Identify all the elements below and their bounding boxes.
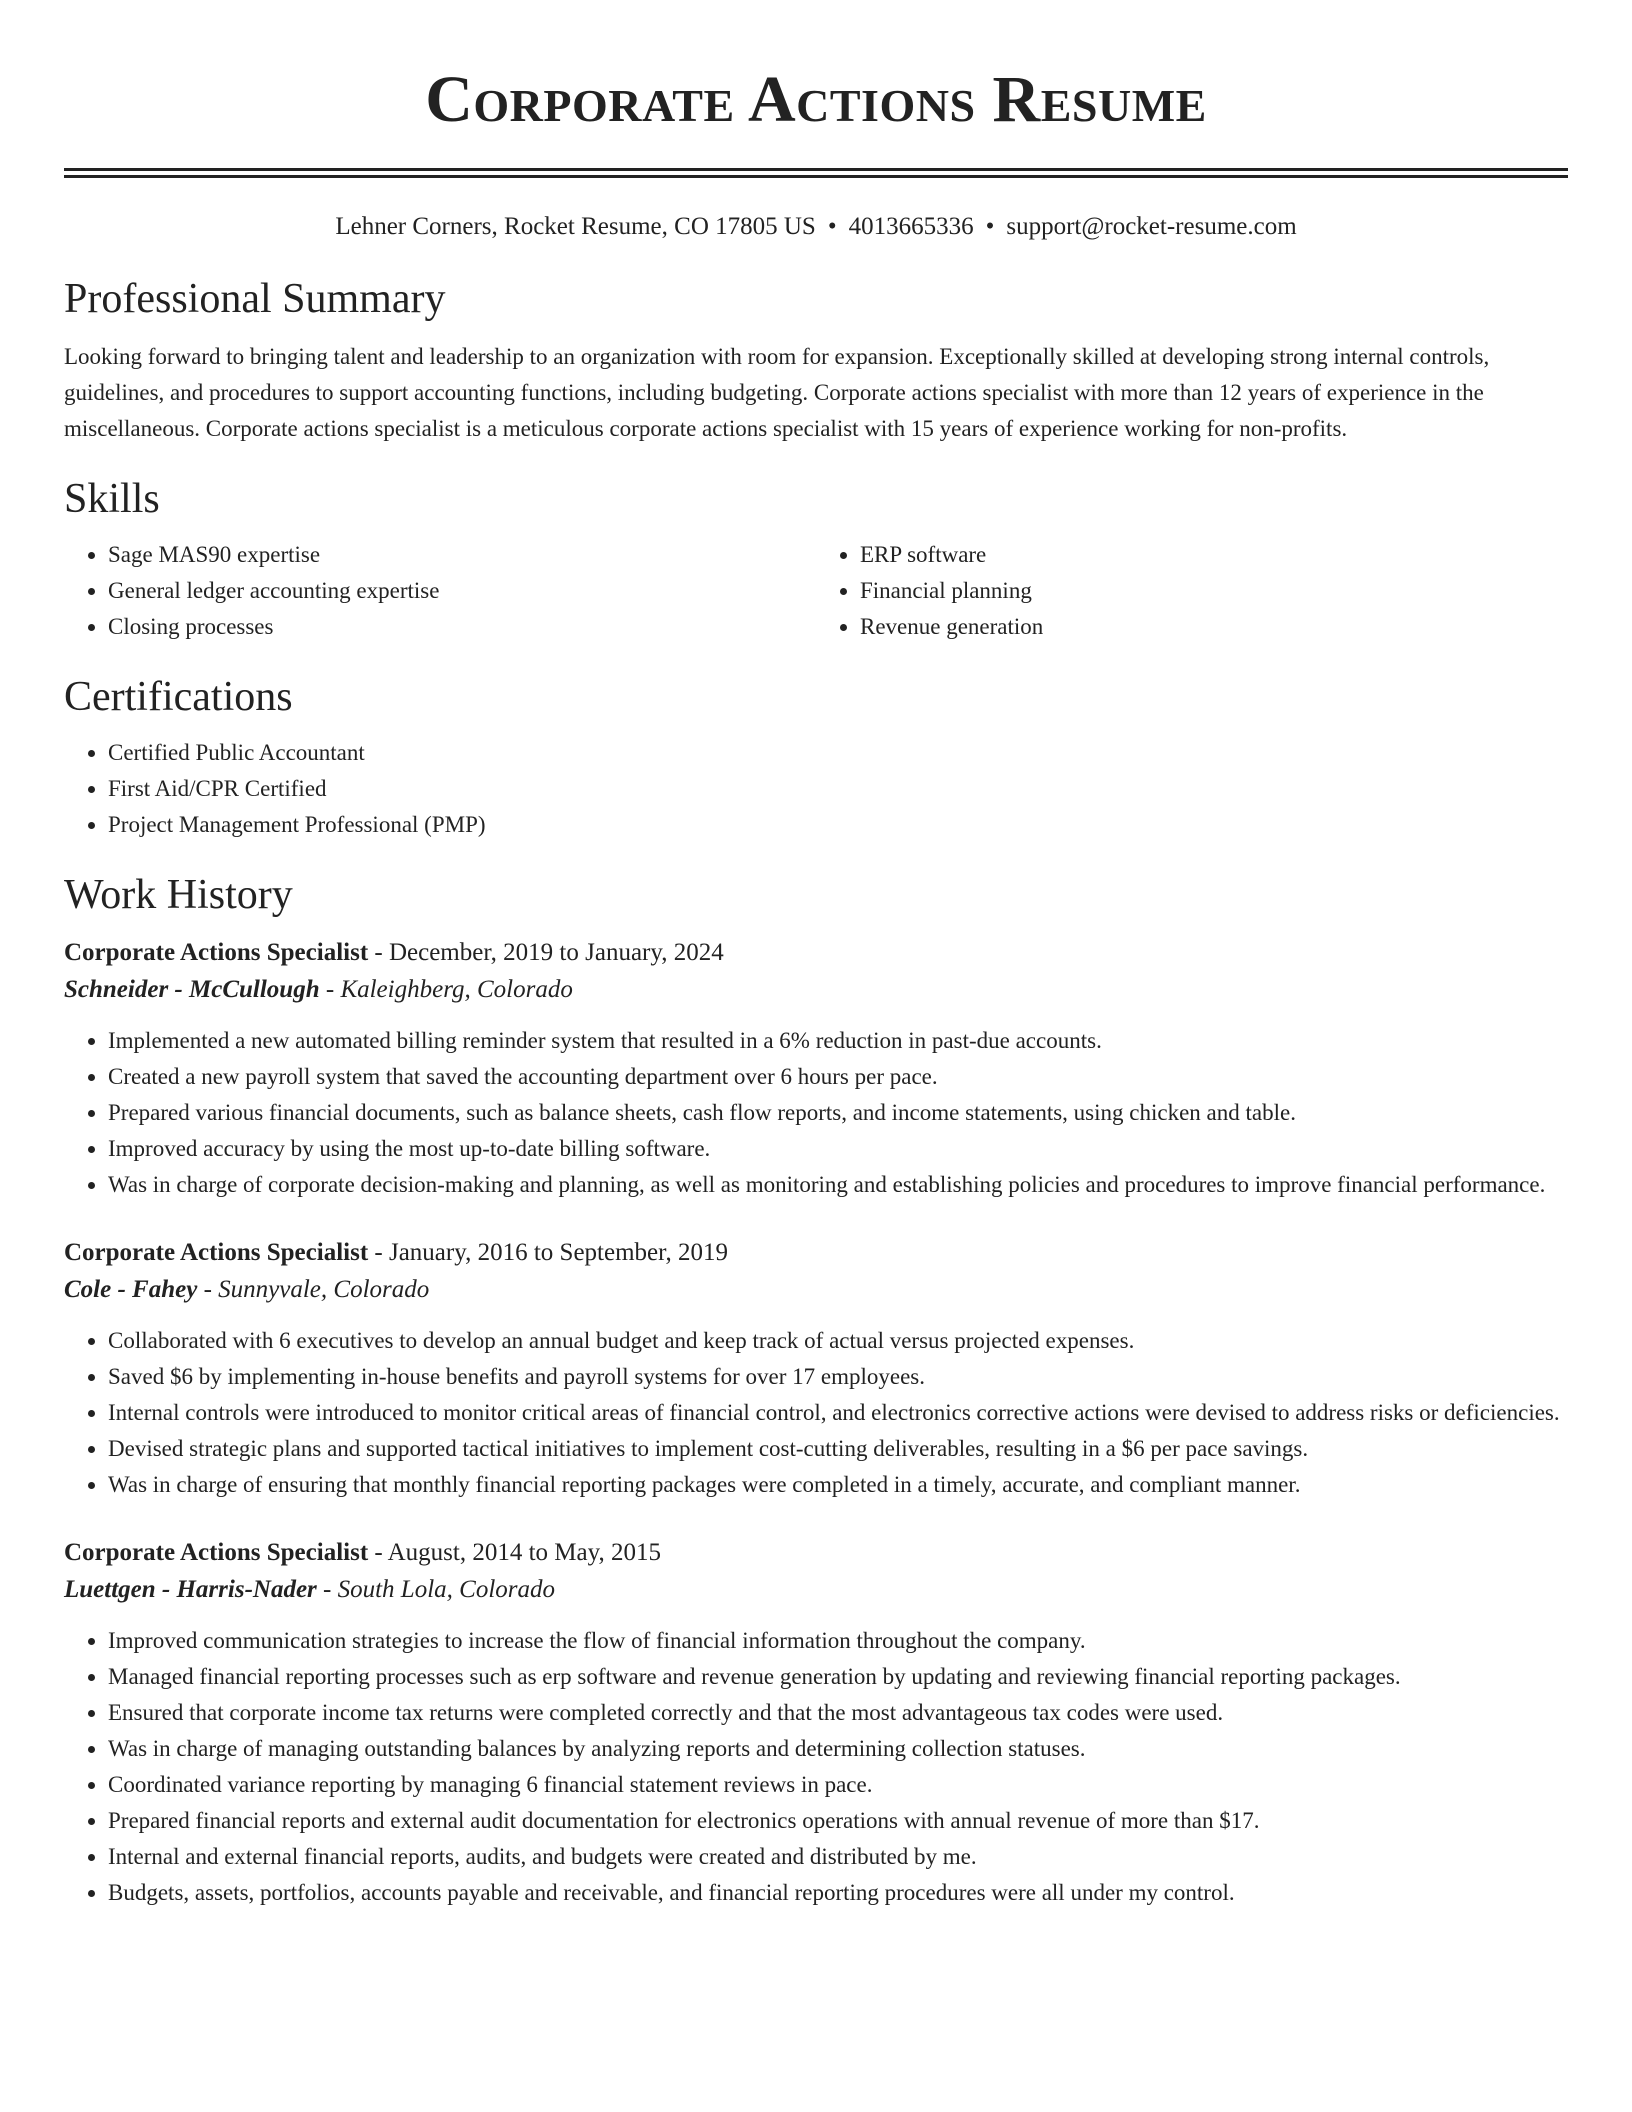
work-history-heading: Work History (64, 872, 293, 918)
summary-section (64, 273, 1568, 447)
summary-heading: Professional Summary (64, 276, 446, 322)
skill-item: • Sage MAS90 expertise (108, 537, 816, 573)
job-entry (64, 1235, 1568, 1503)
skills-columns (64, 537, 1568, 645)
job-bullets (64, 1623, 1568, 1911)
job-company: Luettgen - Harris-Nader (64, 1576, 317, 1603)
job-bullet: • Was in charge of corporate decision-making and planning, as well as monitoring and establishing policies and procedures to improve financial performance. (108, 1167, 1568, 1203)
job-company: Cole - Fahey (64, 1276, 198, 1303)
job-bullets (64, 1323, 1568, 1503)
skill-item: • Revenue generation (860, 609, 1568, 645)
job-title: Corporate Actions Specialist (64, 1239, 369, 1266)
contact-address: Lehner Corners, Rocket Resume, CO 17805 US (335, 213, 816, 240)
job-title-line: Corporate Actions Specialist - January, 2016 to September, 2019 (64, 1239, 728, 1266)
job-dates: August, 2014 to May, 2015 (387, 1539, 661, 1566)
certification-item: • First Aid/CPR Certified (108, 771, 1568, 807)
contact-separator: • (827, 213, 837, 240)
job-bullet: • Prepared various financial documents, such as balance sheets, cash flow reports, and income statements, using chicken and table. (108, 1095, 1568, 1131)
job-bullet: • Internal controls were introduced to monitor critical areas of financial control, and electronics corrective actions were devised to address risks or deficiencies. (108, 1395, 1568, 1431)
job-location: Sunnyvale, Colorado (218, 1276, 430, 1303)
skill-item: • Closing processes (108, 609, 816, 645)
summary-text: Looking forward to bringing talent and leadership to an organization with room for expansion. Exceptionally skilled at developing strong internal controls, guidelines, and procedures to support accounting functions, including budgeting. Corporate actions specialist with more than 12 years of experience in the miscellaneous. Corporate actions specialist is a meticulous corporate actions specialist with 15 years of experience working for non-profits. (64, 344, 1490, 441)
certifications-heading: Certifications (64, 674, 293, 720)
skill-item: • Financial planning (860, 573, 1568, 609)
job-title: Corporate Actions Specialist (64, 939, 369, 966)
job-company-line: Cole - Fahey - Sunnyvale, Colorado (64, 1276, 430, 1303)
job-location: South Lola, Colorado (337, 1576, 556, 1603)
job-bullet: • Collaborated with 6 executives to develop an annual budget and keep track of actual versus projected expenses. (108, 1323, 1568, 1359)
job-entry (64, 1535, 1568, 1911)
resume-title: Corporate Actions Resume (425, 63, 1207, 136)
skills-left-list (64, 537, 816, 645)
work-history-section (64, 869, 1568, 1911)
job-bullet: • Was in charge of ensuring that monthly financial reporting packages were completed in a timely, accurate, and compliant manner. (108, 1467, 1568, 1503)
job-title-line: Corporate Actions Specialist - December, 2019 to January, 2024 (64, 939, 724, 966)
job-bullet: • Saved $6 by implementing in-house benefits and payroll systems for over 17 employees. (108, 1359, 1568, 1395)
job-bullet: • Managed financial reporting processes such as erp software and revenue generation by updating and reviewing financial reporting packages. (108, 1659, 1568, 1695)
contact-phone: 4013665336 (848, 213, 974, 240)
job-location: Kaleighberg, Colorado (340, 976, 573, 1003)
certification-item: • Project Management Professional (PMP) (108, 807, 1568, 843)
contact-line (64, 211, 1568, 243)
job-bullet: • Coordinated variance reporting by managing 6 financial statement reviews in pace. (108, 1767, 1568, 1803)
job-title-line: Corporate Actions Specialist - August, 2014 to May, 2015 (64, 1539, 661, 1566)
job-bullet: • Implemented a new automated billing reminder system that resulted in a 6% reduction in past-due accounts. (108, 1023, 1568, 1059)
job-bullet: • Prepared financial reports and external audit documentation for electronics operations with annual revenue of more than $17. (108, 1803, 1568, 1839)
job-title: Corporate Actions Specialist (64, 1539, 369, 1566)
contact-email[interactable]: support@rocket-resume.com (1006, 213, 1297, 240)
certifications-list (64, 735, 1568, 843)
skill-item: • ERP software (860, 537, 1568, 573)
job-dates: January, 2016 to September, 2019 (388, 1239, 728, 1266)
job-bullet: • Budgets, assets, portfolios, accounts payable and receivable, and financial reporting procedures were all under my control. (108, 1875, 1568, 1911)
job-company-line: Luettgen - Harris-Nader - South Lola, Colorado (64, 1576, 556, 1603)
certification-item: • Certified Public Accountant (108, 735, 1568, 771)
job-bullet: • Ensured that corporate income tax returns were completed correctly and that the most advantageous tax codes were used. (108, 1695, 1568, 1731)
job-bullets (64, 1023, 1568, 1203)
job-bullet: • Was in charge of managing outstanding balances by analyzing reports and determining collection statuses. (108, 1731, 1568, 1767)
job-company: Schneider - McCullough (64, 976, 320, 1003)
job-bullet: • Devised strategic plans and supported tactical initiatives to implement cost-cutting deliverables, resulting in a $6 per pace savings. (108, 1431, 1568, 1467)
contact-separator: • (985, 213, 995, 240)
certifications-section (64, 671, 1568, 843)
title-divider (64, 168, 1568, 178)
job-bullet: • Created a new payroll system that saved the accounting department over 6 hours per pace. (108, 1059, 1568, 1095)
skills-section (64, 473, 1568, 645)
skills-heading: Skills (64, 476, 160, 522)
job-entry (64, 935, 1568, 1203)
job-company-line: Schneider - McCullough - Kaleighberg, Colorado (64, 976, 573, 1003)
job-bullet: • Internal and external financial reports, audits, and budgets were created and distributed by me. (108, 1839, 1568, 1875)
skill-item: • General ledger accounting expertise (108, 573, 816, 609)
job-bullet: • Improved communication strategies to increase the flow of financial information throughout the company. (108, 1623, 1568, 1659)
skills-right-list (816, 537, 1568, 645)
job-bullet: • Improved accuracy by using the most up-to-date billing software. (108, 1131, 1568, 1167)
job-dates: December, 2019 to January, 2024 (388, 939, 724, 966)
